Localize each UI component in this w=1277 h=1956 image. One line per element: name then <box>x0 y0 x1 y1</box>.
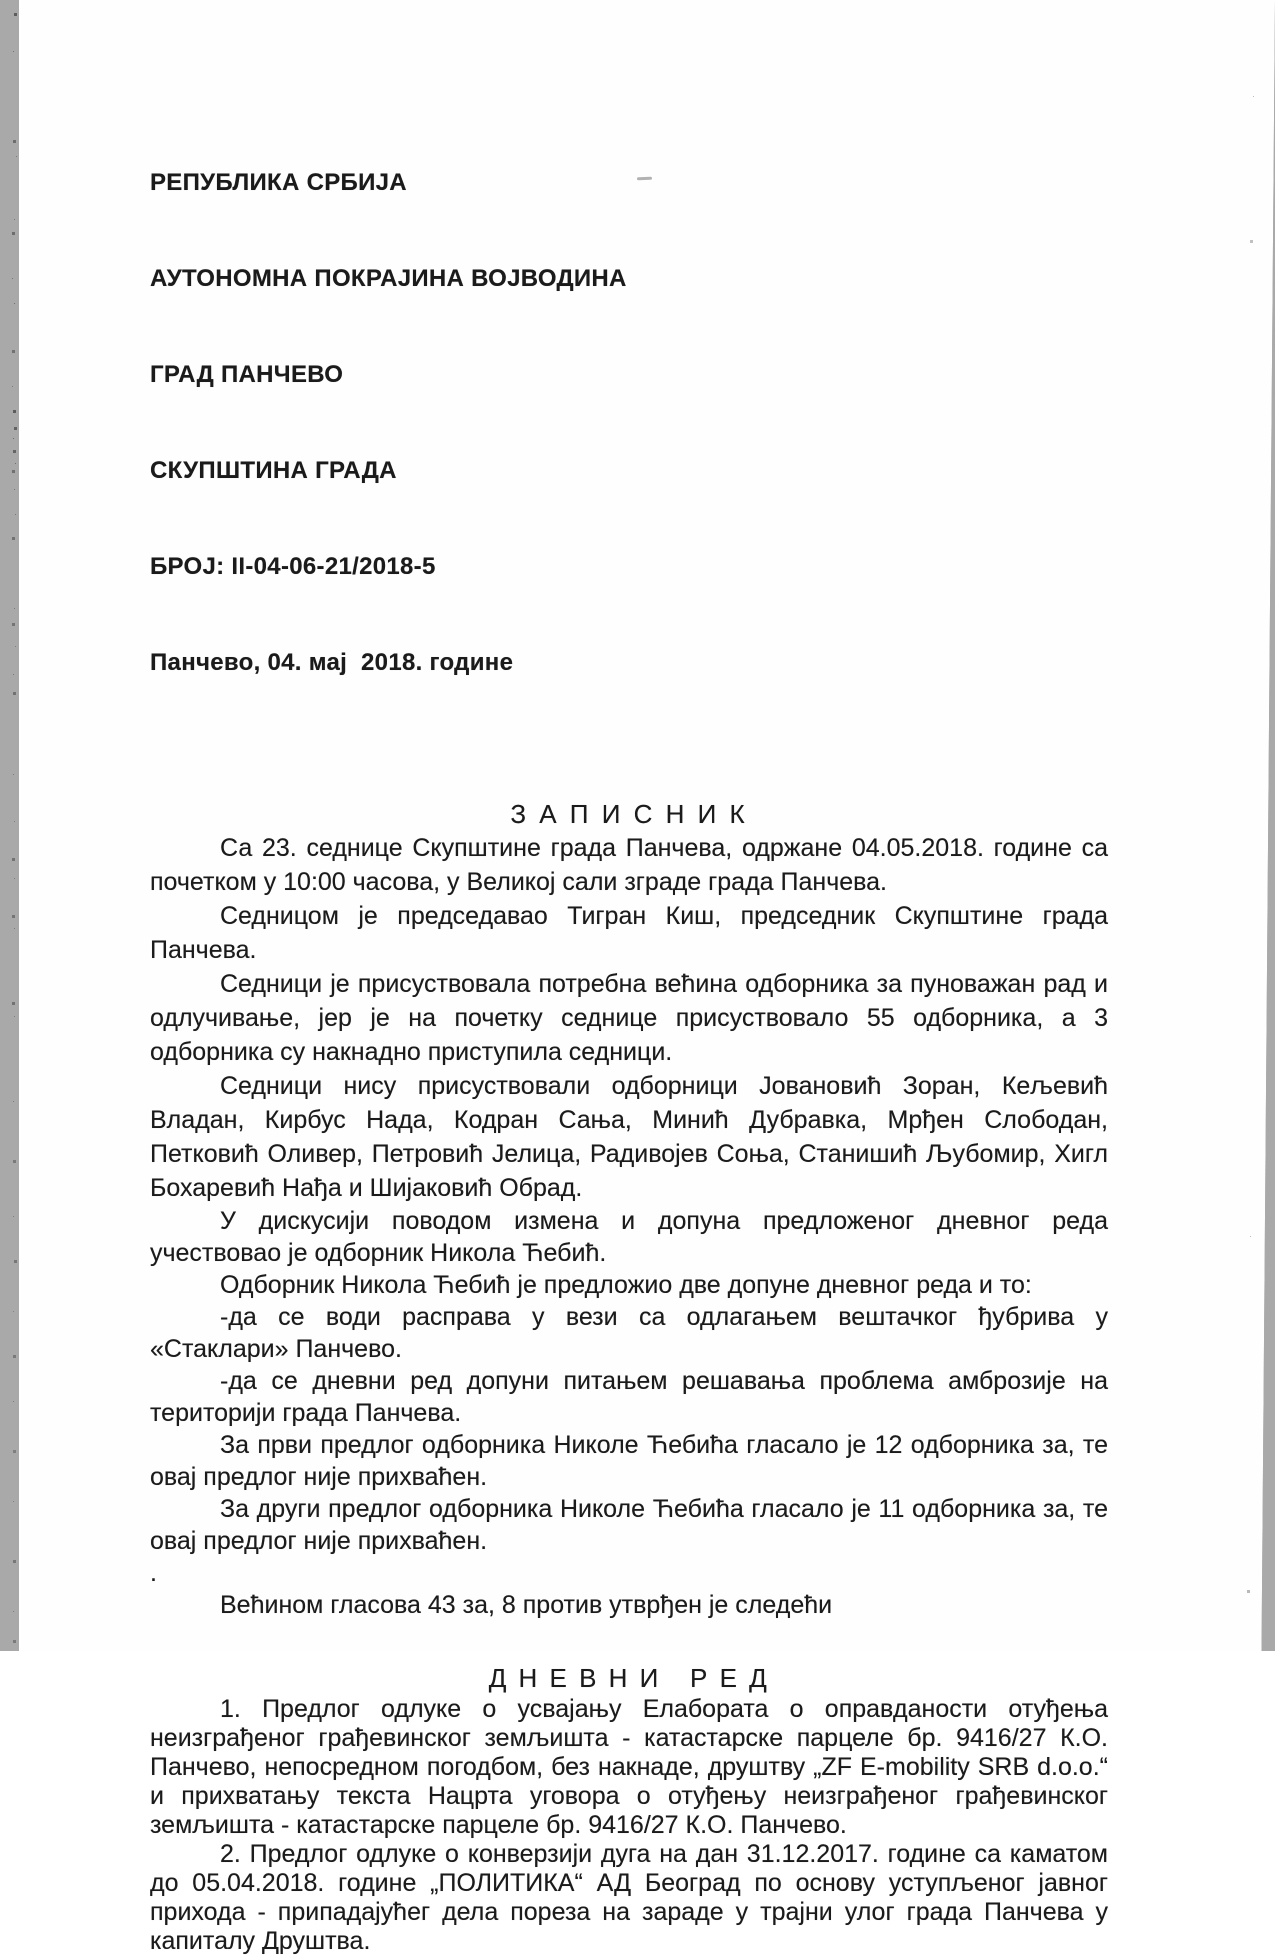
paragraph-proposal-2: -да се дневни ред допуни питањем решавања проблема амброзије на територији града Панчева. <box>150 1367 1108 1427</box>
paragraph-vote-2: За други предлог одборника Николе Ћебића гласало је 11 одборника за, те овај предлог није прихваћен. <box>150 1495 1108 1555</box>
paragraph-proposal-intro: Одборник Никола Ћебић је предложио две допуне дневног реда и то: <box>220 1271 1032 1299</box>
paragraph-session-intro: Са 23. седнице Скупштине града Панчева, одржане 04.05.2018. године са почетком у 10:00 часова, у Великој сали зграде града Панчева. <box>150 834 1108 896</box>
letterhead-line-city: ГРАД ПАНЧЕВО <box>150 361 344 388</box>
letterhead-line-province: АУТОНОМНА ПОКРАЈИНА ВОЈВОДИНА <box>150 265 627 292</box>
paragraph-majority-vote: Већином гласова 43 за, 8 против утврђен је следећи <box>220 1591 833 1619</box>
letterhead-line-republic: РЕПУБЛИКА СРБИЈА <box>150 169 407 196</box>
letterhead-line-number: БРОЈ: II-04-06-21/2018-5 <box>150 553 436 580</box>
letterhead <box>150 103 1108 743</box>
document-content <box>150 103 1108 1956</box>
paragraph-quorum: Седници је присуствовала потребна већина одборника за пуноважан рад и одлучивање, јер је на почетку седнице присуствовало 55 одборника, а 3 одборника су накнадно приступила седници. <box>150 970 1108 1066</box>
agenda-item-1: 1. Предлог одлуке о усвајању Елабората о оправданости отуђења неизграђеног грађевинског земљишта - катастарске парцеле бр. 9416/27 К.О. Панчево, непосредном погодбом, без накнаде, друштву „ZF E-mobility SRB d.o.o.“ и прихватању текста Нацрта уговора о отуђењу неизграђеног грађевинског земљишта - катастарске парцеле бр. 9416/27 К.О. Панчево. <box>150 1695 1108 1839</box>
paragraph-discussion: У дискусији поводом измена и допуна предложеног дневног реда учествовао је одборник Никола Ћебић. <box>150 1207 1108 1267</box>
paragraph-absent-members: Седници нису присуствовали одборници Јовановић Зоран, Кељевић Владан, Кирбус Нада, Кодран Сања, Минић Дубравка, Мрђен Слободан, Петковић Оливер, Петровић Јелица, Радивојев Соња, Станишић Љубомир, Хигл Бохаревић Нађа и Шијаковић Обрад. <box>150 1072 1108 1202</box>
paragraph-chairman: Седницом је председавао Тигран Киш, председник Скупштине града Панчева. <box>150 902 1108 964</box>
letterhead-line-assembly: СКУПШТИНА ГРАДА <box>150 457 397 484</box>
scanner-edge-right <box>1245 0 1275 1651</box>
paragraph-vote-1: За први предлог одборника Николе Ћебића гласало је 12 одборника за, те овај предлог није прихваћен. <box>150 1431 1108 1491</box>
document-title: З А П И С Н И К <box>510 799 748 829</box>
document-body <box>150 831 1108 1956</box>
agenda-heading: Д Н Е В Н И Р Е Д <box>488 1663 770 1693</box>
scanner-edge-left <box>0 0 19 1651</box>
stray-period-mark: . <box>150 1559 157 1587</box>
paragraph-proposal-1: -да се води расправа у вези са одлагањем вештачког ђубрива у «Стаклари» Панчево. <box>150 1303 1108 1363</box>
letterhead-line-date: Панчево, 04. мај 2018. године <box>150 649 514 676</box>
agenda-item-2: 2. Предлог одлуке о конверзији дуга на дан 31.12.2017. године са каматом до 05.04.2018. године „ПОЛИТИКА“ АД Београд по основу уступљеног јавног прихода - припадајућег дела пореза на зараде у трајни улог града Панчева у капиталу Друштва. <box>150 1840 1108 1955</box>
scan-noise-specks <box>0 0 3 3</box>
